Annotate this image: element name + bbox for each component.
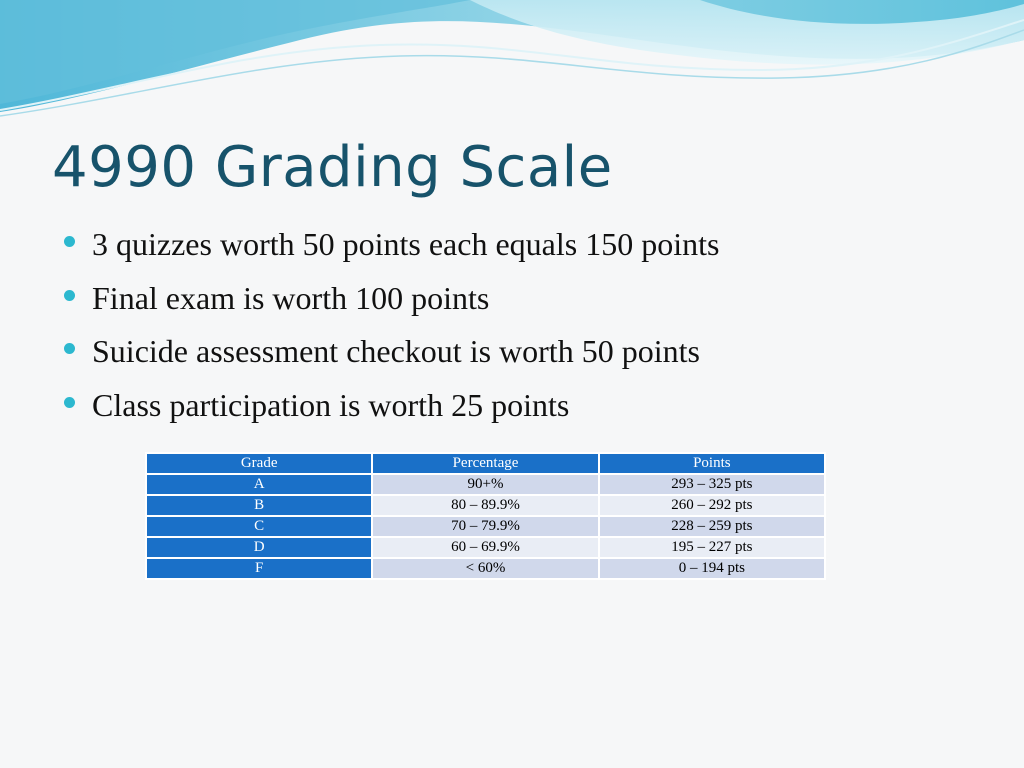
bullet-item xyxy=(62,276,719,330)
bullet-text: Suicide assessment checkout is worth 50 points xyxy=(92,333,700,369)
table-row xyxy=(146,474,825,495)
grading-table xyxy=(145,452,826,580)
bullet-text: Class participation is worth 25 points xyxy=(92,386,570,423)
column-header-grade: Grade xyxy=(146,453,372,474)
percentage-cell: < 60% xyxy=(372,558,598,579)
grade-cell: F xyxy=(146,558,372,579)
grade-cell: C xyxy=(146,516,372,537)
points-cell: 228 – 259 pts xyxy=(599,516,825,537)
percentage-cell: 80 – 89.9% xyxy=(372,495,598,516)
bullet-text: Final exam is worth 100 points xyxy=(92,279,490,316)
bullet-list xyxy=(62,222,719,436)
percentage-cell: 60 – 69.9% xyxy=(372,537,598,558)
decorative-wave-banner xyxy=(0,0,1024,120)
column-header-percentage: Percentage xyxy=(372,453,598,474)
grade-cell: A xyxy=(146,474,372,495)
bullet-item xyxy=(62,383,719,437)
bullet-dot-icon xyxy=(64,290,75,301)
table-row xyxy=(146,558,825,579)
bullet-text: 3 quizzes worth 50 points each equals 150 points xyxy=(92,226,720,262)
table-row xyxy=(146,537,825,558)
table-row xyxy=(146,495,825,516)
column-header-points: Points xyxy=(599,453,825,474)
points-cell: 260 – 292 pts xyxy=(599,495,825,516)
grade-cell: B xyxy=(146,495,372,516)
points-cell: 0 – 194 pts xyxy=(599,558,825,579)
bullet-item xyxy=(62,329,719,383)
table-row xyxy=(146,516,825,537)
grade-cell: D xyxy=(146,537,372,558)
table-header-row xyxy=(146,453,825,474)
percentage-cell: 70 – 79.9% xyxy=(372,516,598,537)
bullet-item xyxy=(62,222,719,276)
points-cell: 293 – 325 pts xyxy=(599,474,825,495)
bullet-dot-icon xyxy=(64,343,75,354)
slide-title: 4990 Grading Scale xyxy=(52,135,613,200)
bullet-dot-icon xyxy=(64,397,75,408)
bullet-dot-icon xyxy=(64,236,75,247)
points-cell: 195 – 227 pts xyxy=(599,537,825,558)
percentage-cell: 90+% xyxy=(372,474,598,495)
